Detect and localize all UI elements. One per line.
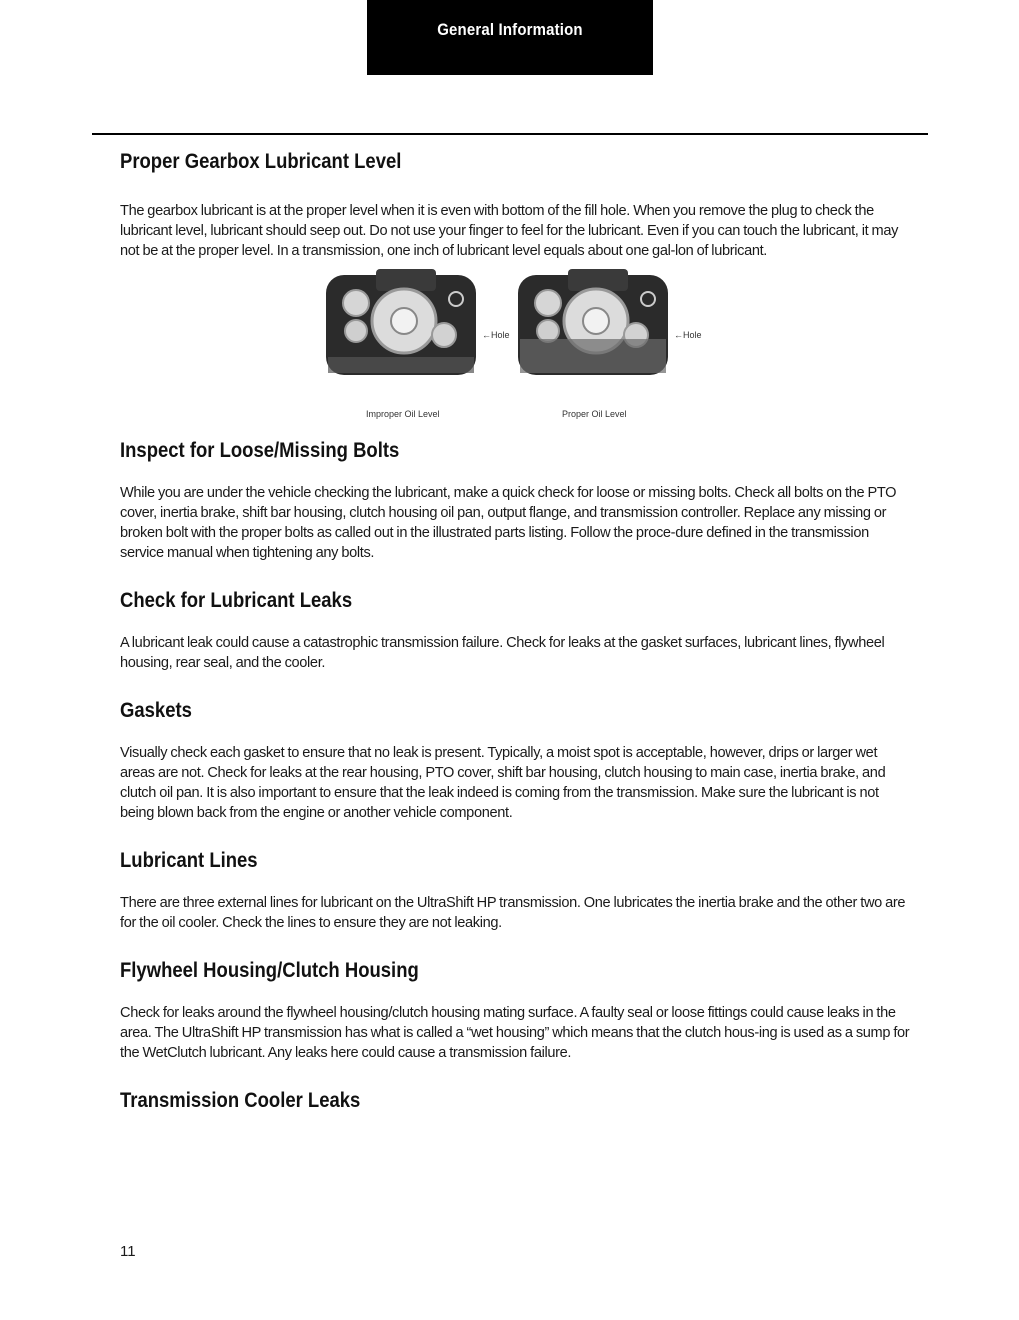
heading-transmission-cooler-leaks: Transmission Cooler Leaks [120,1089,361,1112]
heading-loose-missing-bolts: Inspect for Loose/Missing Bolts [120,439,400,462]
heading-flywheel-clutch-housing: Flywheel Housing/Clutch Housing [120,959,419,982]
transmission-cutaway-illustration [324,269,484,381]
hole-label-left: ←Hole [482,330,510,340]
improper-oil-level-figure [324,269,510,419]
paragraph-flywheel-clutch-housing: Check for leaks around the flywheel housing/clutch housing mating surface. A faulty seal or loose fittings could cause leaks in the area. The UltraShift HP transmission has what is called a “wet housing” which means that the clutch hous-ing is used as a sump for the WetClutch lubricant. Any leaks here could cause a transmission failure. [120,1005,910,1061]
proper-oil-level-caption: Proper Oil Level [562,409,627,419]
heading-lubricant-leaks: Check for Lubricant Leaks [120,589,353,612]
paragraph-lubricant-leaks: A lubricant leak could cause a catastrophic transmission failure. Check for leaks at the gasket surfaces, lubricant lines, flywheel housing, rear seal, and the cooler. [120,635,885,671]
proper-oil-level-figure [516,269,702,419]
page-content [120,150,910,1113]
oil-level-figures [120,269,910,429]
heading-lubricant-lines: Lubricant Lines [120,849,258,872]
improper-oil-level-caption: Improper Oil Level [366,409,440,419]
page-number: 11 [120,1243,136,1260]
paragraph-gaskets: Visually check each gasket to ensure that no leak is present. Typically, a moist spot is acceptable, however, drips or larger wet areas are not. Check for leaks at the rear housing, PTO cover, shift bar housing, clutch housing to main case, inertia brake, and clutch oil pan. It is also important to ensure that the leak indeed is coming from the transmission. Make sure the lubricant is not being blown back from the engine or another vehicle component. [120,745,886,821]
paragraph-lubricant-lines: There are three external lines for lubricant on the UltraShift HP transmission. One lubricates the inertia brake and the other two are for the oil cooler. Check the lines to ensure they are not leaking. [120,895,906,931]
paragraph-gearbox-lubricant-level: The gearbox lubricant is at the proper level when it is even with bottom of the fill hole. When you remove the plug to check the lubricant level, lubricant should seep out. Do not use your finger to feel for the lubricant. Even if you can touch the lubricant, it may not be at the proper level. In a transmission, one inch of lubricant level equals about one gal-lon of lubricant. [120,203,899,259]
paragraph-loose-missing-bolts: While you are under the vehicle checking the lubricant, make a quick check for loose or missing bolts. Check all bolts on the PTO cover, inertia brake, shift bar housing, clutch housing oil pan, output flange, and transmission controller. Replace any missing or broken bolt with the proper bolts as called out in the illustrated parts listing. Follow the proce-dure defined in the transmission service manual when tightening any bolts. [120,485,897,561]
transmission-cutaway-illustration [516,269,676,381]
section-header-tab [367,0,653,75]
header-divider [92,133,928,135]
heading-gearbox-lubricant-level: Proper Gearbox Lubricant Level [120,150,402,173]
heading-gaskets: Gaskets [120,699,192,722]
section-header-label: General Information [437,20,583,39]
hole-label-right: ←Hole [674,330,702,340]
